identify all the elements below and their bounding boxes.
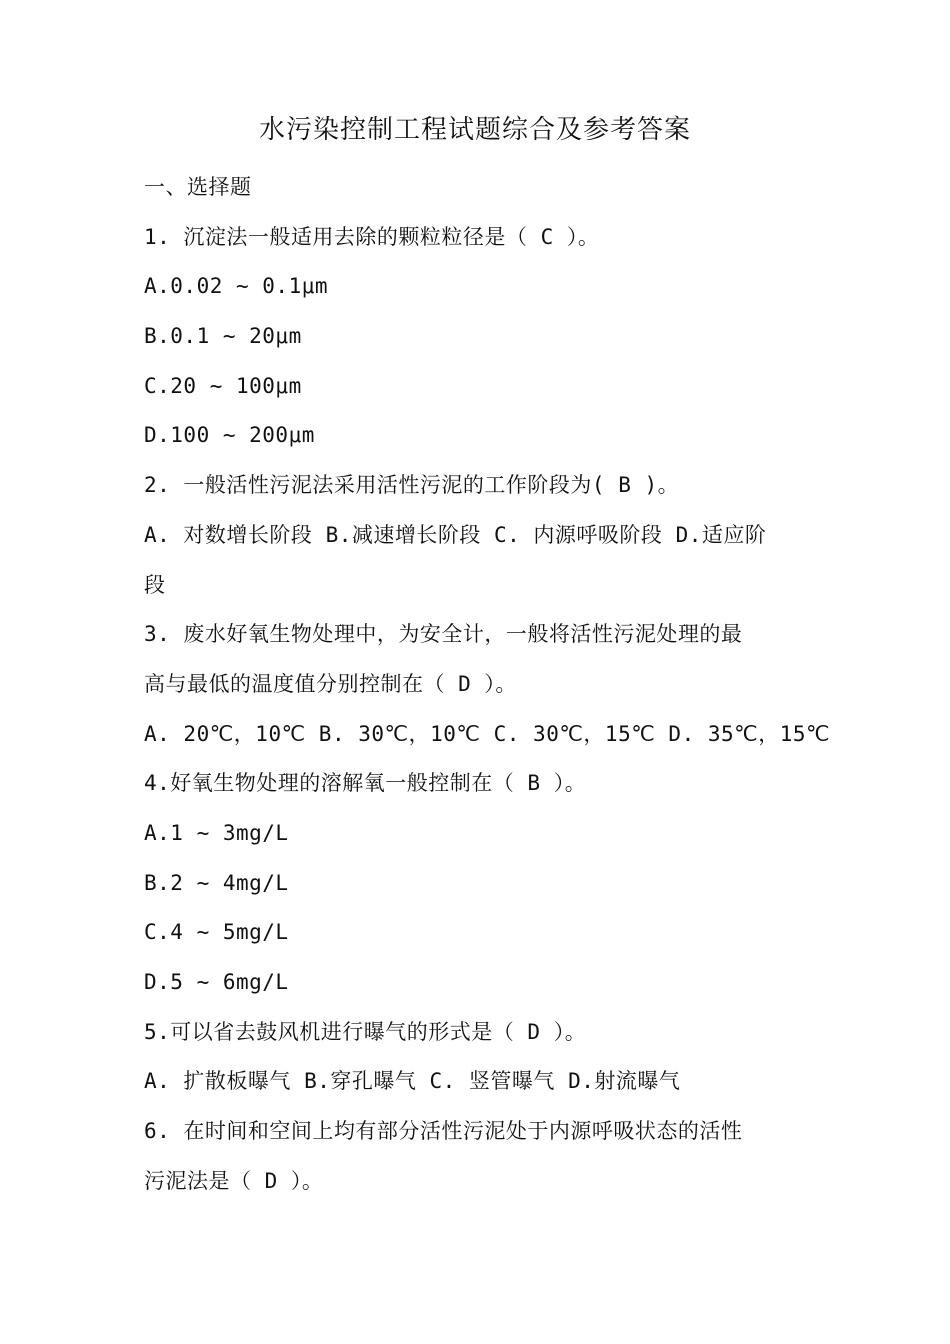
- question-3-continued: 高与最低的温度值分别控制在（ D ）。: [144, 671, 517, 696]
- question-1-option-b: B.0.1 ~ 20μm: [144, 324, 302, 349]
- question-2-options: A. 对数增长阶段 B.减速增长阶段 C. 内源呼吸阶段 D.适应阶: [144, 522, 767, 547]
- question-6: 6. 在时间和空间上均有部分活性污泥处于内源呼吸状态的活性: [144, 1119, 743, 1144]
- question-1-option-d: D.100 ~ 200μm: [144, 423, 315, 448]
- question-1-option-a: A.0.02 ~ 0.1μm: [144, 274, 329, 299]
- question-2: 2. 一般活性污泥法采用活性污泥的工作阶段为( B )。: [144, 473, 680, 498]
- question-4-option-d: D.5 ~ 6mg/L: [144, 970, 289, 994]
- question-1-option-c: C.20 ~ 100μm: [144, 373, 302, 398]
- question-5: 5.可以省去鼓风机进行曝气的形式是（ D ）。: [144, 1019, 587, 1044]
- question-3: 3. 废水好氧生物处理中，为安全计，一般将活性污泥处理的最: [144, 622, 743, 647]
- question-4-option-b: B.2 ~ 4mg/L: [144, 870, 289, 895]
- question-2-options-continued: 段: [144, 572, 166, 597]
- question-4-option-c: C.4 ~ 5mg/L: [144, 920, 289, 945]
- document-title: 水污染控制工程试题综合及参考答案: [258, 115, 691, 145]
- document-body: [144, 163, 831, 1206]
- question-6-continued: 污泥法是（ D ）。: [144, 1168, 324, 1193]
- section-heading: 一、选择题: [144, 175, 252, 199]
- question-5-options: A. 扩散板曝气 B.穿孔曝气 C. 竖管曝气 D.射流曝气: [144, 1069, 681, 1094]
- question-1: 1. 沉淀法一般适用去除的颗粒粒径是（ C ）。: [144, 224, 600, 249]
- question-3-options: A. 20℃，10℃ B. 30℃，10℃ C. 30℃，15℃ D. 35℃，15℃: [144, 721, 831, 746]
- question-4: 4.好氧生物处理的溶解氧一般控制在（ B ）。: [144, 771, 587, 796]
- question-4-option-a: A.1 ~ 3mg/L: [144, 820, 289, 845]
